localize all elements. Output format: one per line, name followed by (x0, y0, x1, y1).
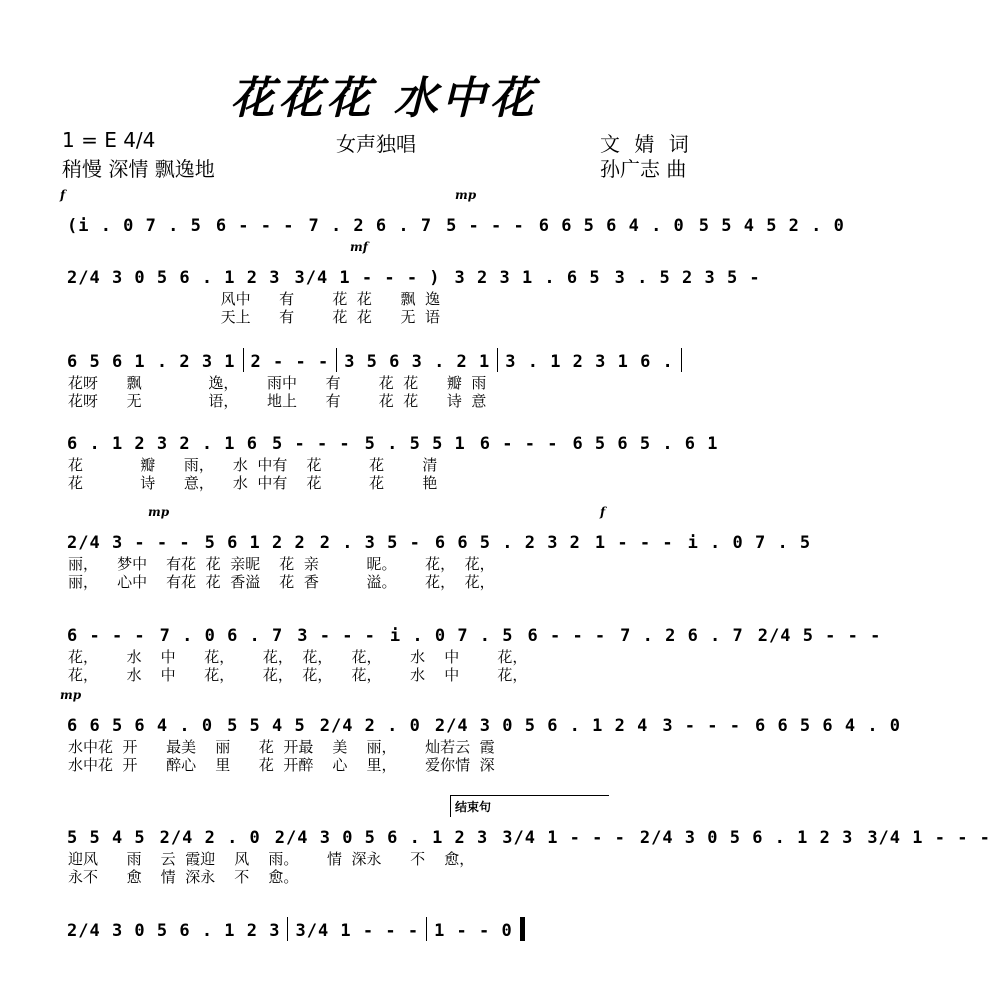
score-system-8 (60, 822, 991, 886)
lyric-verse-1: 花 瓣 雨， 水 中有 花 花 清 (68, 456, 438, 474)
dynamic-f: f (60, 188, 66, 202)
measure: 2/4 3 0 5 6 . 1 2 4 (434, 716, 649, 736)
score-system-5 (60, 505, 812, 591)
measure: 7 . 0 6 . 7 (159, 626, 284, 646)
measure: 6 6 5 6 4 . 0 (67, 716, 214, 736)
measure: 3 . 1 2 3 1 6 . (505, 352, 674, 372)
measure: 2 . 3 5 - (319, 533, 421, 553)
measure: 3 2 3 1 . 6 5 (454, 268, 601, 288)
score-system-6 (60, 620, 882, 684)
measure: 7 . 2 6 . 7 (620, 626, 744, 646)
dynamic-f: f (600, 505, 606, 519)
notes-row (60, 188, 845, 236)
measure: 6 - - - (67, 626, 146, 646)
notes-row (60, 915, 720, 941)
lyric-verse-2: 丽， 心中 有花 花 香溢 花 香 溢。 花， 花， (68, 573, 495, 591)
score-system-2 (60, 240, 761, 326)
lyric-verse-2: 花， 水 中 花， 花， 花， 花， 水 中 花， (68, 666, 528, 684)
measure: 3 . 5 2 3 5 - (614, 268, 761, 288)
key-signature: 1 = E 4/4 (62, 128, 156, 152)
measure: 7 . 2 6 . 7 (308, 216, 433, 236)
score-system-9 (60, 915, 720, 941)
measure: 3 - - - (297, 626, 376, 646)
measure: 3 - - - (662, 716, 741, 736)
measure: 6 - - - (479, 434, 559, 454)
lyric-verse-2: 花呀 无 语， 地上 有 花 花 诗 意 (68, 392, 487, 410)
notes-row (60, 620, 882, 646)
dynamic-mp: mp (148, 505, 170, 519)
score-system-1 (60, 188, 845, 236)
measure: 2/4 3 0 5 6 . 1 2 3 (67, 921, 281, 941)
measure: (i . 0 7 . 5 (67, 216, 202, 236)
measure: 1 - - 0 (434, 921, 513, 941)
measure: 3/4 1 - - - ) (294, 268, 441, 288)
song-title: 花花花 水中花 (230, 73, 538, 124)
measure: i . 0 7 . 5 (687, 533, 812, 553)
final-barline (520, 917, 525, 941)
score-system-4 (60, 428, 720, 490)
measure: 2/4 2 . 0 (319, 716, 421, 736)
lyric-verse-1: 花， 水 中 花， 花， 花， 花， 水 中 花， (68, 648, 528, 666)
dynamic-mp: mp (455, 188, 477, 202)
lyric-verse-1: 风中 有 花 花 飘 逸 (68, 290, 441, 308)
lyric-verse-1: 迎风 雨 云 霞迎 风 雨。 情 深永 不 愈， (68, 850, 475, 868)
measure: 2/4 3 0 5 6 . 1 2 3 (274, 828, 489, 848)
measure: 2/4 2 . 0 (159, 828, 261, 848)
measure: 5 5 4 5 (67, 828, 146, 848)
coda-label: 结束句 (450, 795, 609, 817)
measure: 5 - - - (446, 216, 525, 236)
notes-row (60, 346, 720, 372)
lyric-verse-1: 花呀 飘 逸， 雨中 有 花 花 瓣 雨 (68, 374, 487, 392)
notes-row (60, 688, 902, 736)
measure: 6 6 5 6 4 . 0 (538, 216, 685, 236)
lyric-verse-2: 水中花 开 醉心 里 花 开醉 心 里， 爱你情 深 (68, 756, 495, 774)
measure: 6 . 1 2 3 2 . 1 6 (67, 434, 258, 454)
score-system-3 (60, 346, 720, 408)
measure: 3/4 1 - - - (867, 828, 991, 848)
dynamic-mf: mf (350, 240, 368, 254)
score-system-7 (60, 688, 902, 774)
measure: 6 - - - (215, 216, 295, 236)
measure: 2 - - - (250, 352, 330, 372)
measure: 6 5 6 1 . 2 3 1 (67, 352, 236, 372)
measure: 6 6 5 6 4 . 0 (754, 716, 902, 736)
measure: 5 5 4 5 (227, 716, 306, 736)
measure: 5 5 4 5 2 . 0 (698, 216, 845, 236)
measure: 6 - - - (527, 626, 607, 646)
tempo-marking: 稍慢 深情 飘逸地 (62, 157, 215, 181)
measure: 3 5 6 3 . 2 1 (344, 352, 491, 372)
measure: 5 - - - (272, 434, 351, 454)
notes-row (60, 505, 812, 553)
measure: 6 6 5 . 2 3 2 (434, 533, 581, 553)
measure: 2/4 5 - - - (757, 626, 882, 646)
measure: 5 6 1 2 2 (204, 533, 306, 553)
dynamic-mp: mp (60, 688, 82, 702)
measure: 2/4 3 0 5 6 . 1 2 3 (639, 828, 854, 848)
lyricist: 文 婧 词 (600, 132, 693, 156)
notes-row (60, 240, 761, 288)
measure: 1 - - - (594, 533, 674, 553)
measure: 2/4 3 0 5 6 . 1 2 3 (67, 268, 281, 288)
notes-row (60, 428, 720, 454)
barline (681, 348, 682, 372)
measure: i . 0 7 . 5 (389, 626, 514, 646)
lyric-verse-2: 天上 有 花 花 无 语 (68, 308, 441, 326)
measure: 6 5 6 5 . 6 1 (572, 434, 719, 454)
composer: 孙广志 曲 (600, 157, 687, 181)
performer: 女声独唱 (336, 132, 416, 156)
measure: 3/4 1 - - - (502, 828, 626, 848)
lyric-verse-2: 永不 愈 情 深永 不 愈。 (68, 868, 299, 886)
measure: 2/4 3 - - - (67, 533, 191, 553)
notes-row (60, 822, 991, 848)
lyric-verse-1: 水中花 开 最美 丽 花 开最 美 丽， 灿若云 霞 (68, 738, 495, 756)
measure: 3/4 1 - - - (295, 921, 420, 941)
lyric-verse-1: 丽， 梦中 有花 花 亲昵 花 亲 昵。 花， 花， (68, 555, 495, 573)
measure: 5 . 5 5 1 (364, 434, 466, 454)
lyric-verse-2: 花 诗 意， 水 中有 花 花 艳 (68, 474, 438, 492)
